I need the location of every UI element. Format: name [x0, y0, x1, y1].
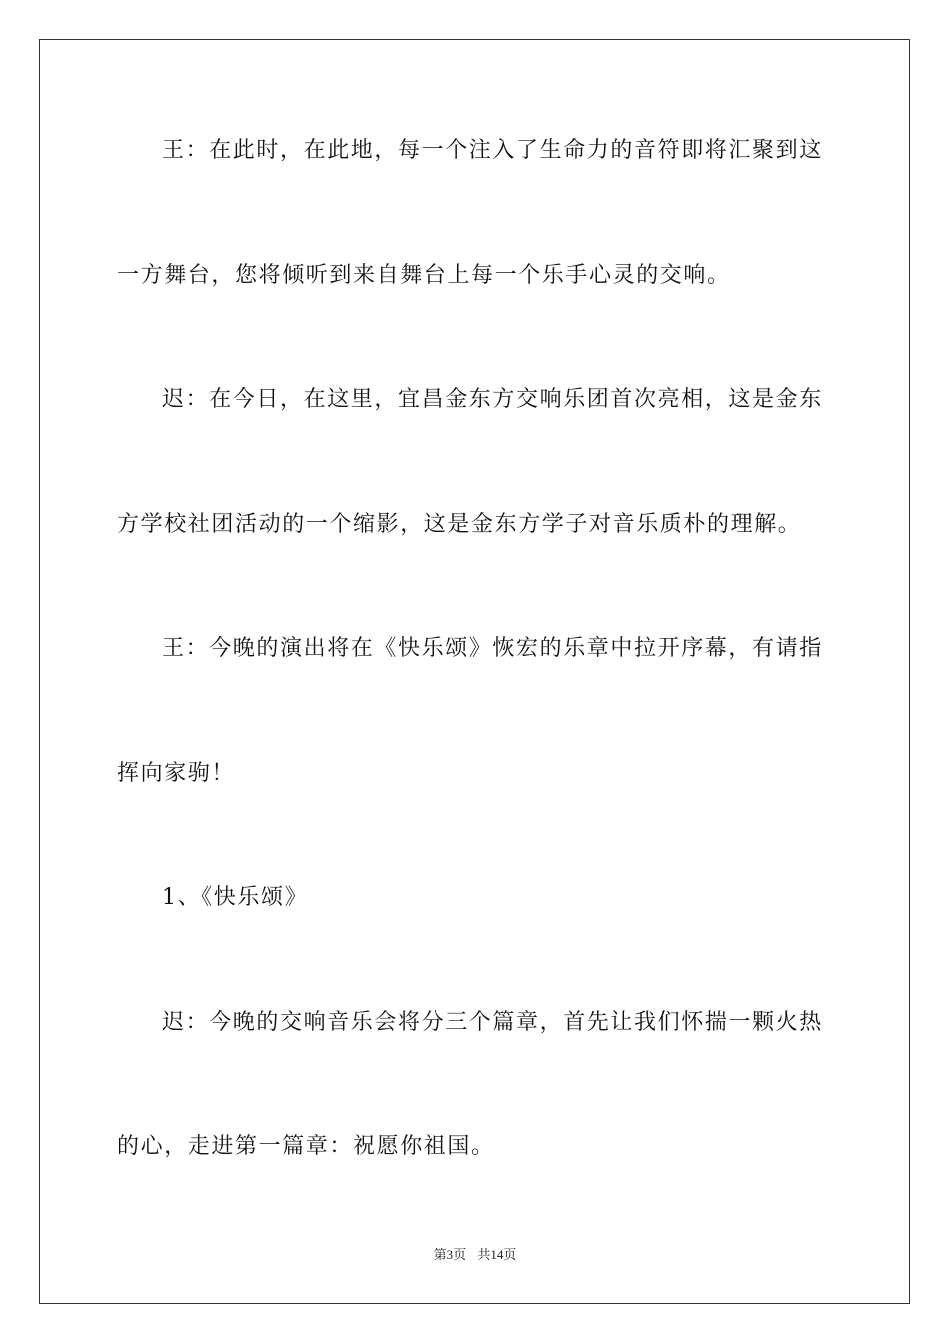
paragraph-line: 王：今晚的演出将在《快乐颂》恢宏的乐章中拉开序幕，有请指	[162, 636, 823, 661]
paragraph-line: 挥向家驹！	[117, 761, 236, 786]
page-footer	[0, 1246, 950, 1264]
paragraph-line: 一方舞台，您将倾听到来自舞台上每一个乐手心灵的交响。	[117, 263, 731, 288]
page-border	[39, 39, 910, 1304]
paragraph-line: 1、《快乐颂》	[162, 885, 309, 910]
total-pages: 共14页	[477, 1247, 517, 1262]
page-number: 第3页	[433, 1247, 467, 1262]
paragraph-line: 王：在此时，在此地，每一个注入了生命力的音符即将汇聚到这	[162, 138, 823, 163]
paragraph-line: 方学校社团活动的一个缩影，这是金东方学子对音乐质朴的理解。	[117, 512, 802, 537]
paragraph-line: 迟：在今日，在这里，宜昌金东方交响乐团首次亮相，这是金东	[162, 387, 823, 412]
paragraph-line: 迟：今晚的交响音乐会将分三个篇章，首先让我们怀揣一颗火热	[162, 1010, 823, 1035]
paragraph-line: 的心，走进第一篇章：祝愿你祖国。	[117, 1134, 495, 1159]
